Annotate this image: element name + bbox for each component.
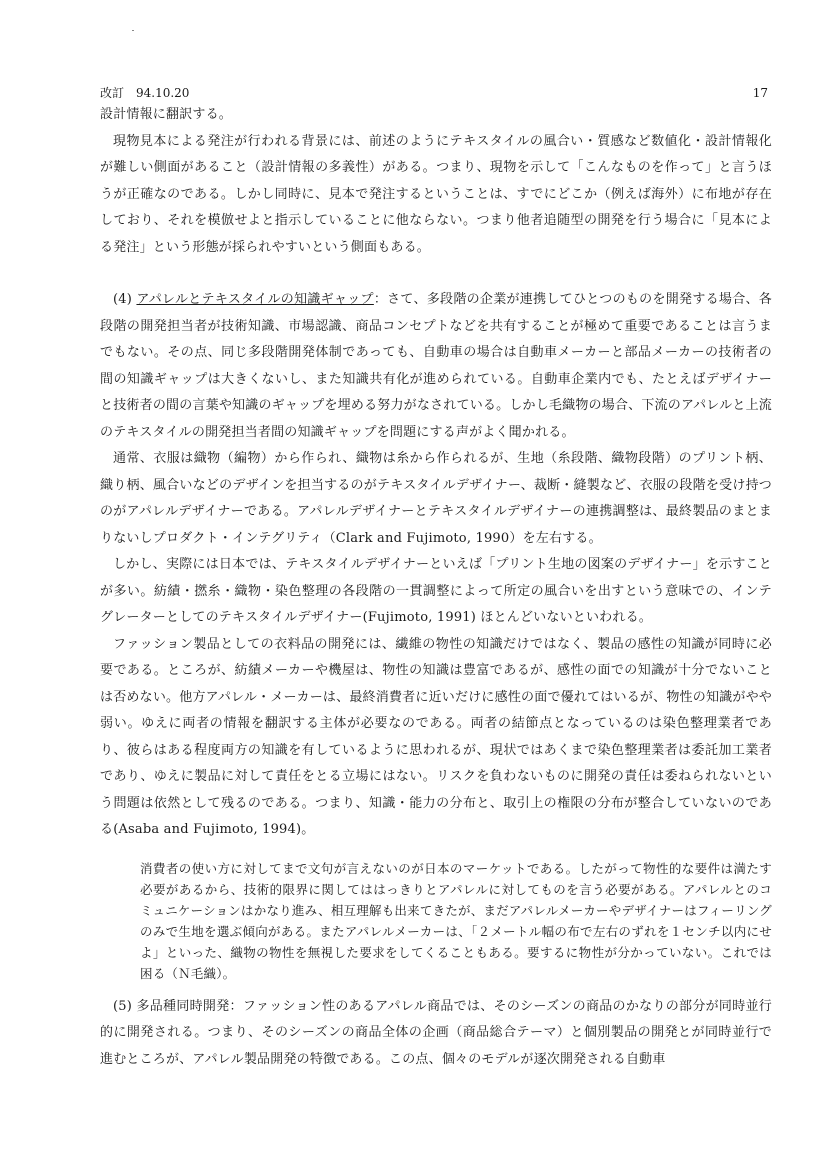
scan-mark bbox=[132, 30, 134, 31]
interview-quote bbox=[140, 852, 772, 994]
body-text bbox=[100, 102, 772, 1073]
paragraph-sample-ordering: 現物見本による発注が行われる背景には、前述のようにテキスタイルの風合い・質感など数値化・設計情報化が難しい側面があること（設計情報の多義性）がある。つまり、現物を示して「こんなものを作って」と言うほうが正確なのである。しかし同時に、見本で発注するということは、すでにどこか（例えば海外）に布地が存在しており、それを模倣せよと指示していることに他ならない。つまり他者追随型の開発を行う場合に「見本による発注」という形態が採られやすいという側面もある。 bbox=[100, 133, 772, 255]
section-body-knowledge-gap: ：さて、多段階の企業が連携してひとつのものを開発する場合、各段階の開発担当者が技術知識、市場認識、商品コンセプトなどを共有することが極めて重要であることは言うまでもない。その点、同じ多段階開発体制であっても、自動車の場合は自動車メーカーと部品メーカーの技術者の間の知識ギャップは大きくないし、また知識共有化が進められている。自動車企業内でも、たとえばデザイナーと技術者の間の言葉や知識のギャップを埋める努力がなされている。しかし毛織物の場合、下流のアパレルと上流のテキスタイルの開発担当者間の知識ギャップを問題にする声がよく聞かれる。 bbox=[100, 292, 773, 440]
section-body-multi-product: ：ファッション性のあるアパレル商品では、そのシーズンの商品のかなりの部分が同時並行的に開発される。つまり、そのシーズンの商品全体の企画（商品総合テーマ）と個別製品の開発とが同時並行で進むところが、アパレル製品開発の特徴である。この点、個々のモデルが逐次開発される自動車 bbox=[100, 998, 772, 1067]
paragraph-multi-product bbox=[100, 994, 772, 1074]
revision-date: 改訂 94.10.20 bbox=[100, 86, 190, 100]
section-number-4: (4) bbox=[113, 292, 137, 307]
section-heading-multi-product: 多品種同時開発 bbox=[136, 998, 230, 1014]
section-gap bbox=[100, 261, 772, 287]
section-number-5: (5) bbox=[113, 998, 137, 1014]
paragraph-japan-practice: しかし、実際には日本では、テキスタイルデザイナーといえば「プリント生地の図案のデザイナー」を示すことが多い。紡績・撚糸・織物・染色整理の各段階の一貫調整によって所定の風合いを出すという意味での、インテグレーターとしてのテキスタイルデザイナー(Fujimoto, 1991) ほとんどいないといわれる。 bbox=[100, 557, 772, 625]
page-number: 17 bbox=[752, 86, 768, 100]
paragraph-knowledge-gap bbox=[100, 287, 772, 446]
quote-text: 消費者の使い方に対してまで文句が言えないのが日本のマーケットである。したがって物性的な要件は満たす必要があるから、技術的限界に関してははっきりとアパレルに対してものを言う必要がある。アパレルとのコミュニケーションはかなり進み、相互理解も出来てきたが、まだアパレルメーカーやデザイナーはフィーリングのみで生地を選ぶ傾向がある。またアパレルメーカーは、「２メートル幅の布で左右のずれを１センチ以内にせよ」といった、織物の物性を無視した要求をしてくることもある。要するに物性が分かっていない。これでは困る（Ｎ毛織）。 bbox=[140, 860, 772, 981]
paragraph-continuation: 設計情報に翻訳する。 bbox=[100, 107, 233, 122]
paragraph-fashion-knowledge: ファッション製品としての衣料品の開発には、繊維の物性の知識だけではなく、製品の感性の知識が同時に必要である。ところが、紡績メーカーや機屋は、物性の知識は豊富であるが、感性の面での知識が十分でないことは否めない。他方アパレル・メーカーは、最終消費者に近いだけに感性の面で優れてはいるが、物性の知識がやや弱い。ゆえに両者の情報を翻訳する主体が必要なのである。両者の結節点となっているのは染色整理業者であり、彼らはある程度両方の知識を有しているように思われるが、現状ではあくまで染色整理業者は委託加工業者であり、ゆえに製品に対して責任をとる立場にはない。リスクを負わないものに開発の責任は委ねられないという問題は依然として残るのである。つまり、知識・能力の分布と、取引上の権限の分布が整合していないのである(Asaba and Fujimoto, 1994)。 bbox=[100, 636, 772, 837]
quote-gap bbox=[100, 844, 772, 852]
section-heading-knowledge-gap: アパレルとテキスタイルの知識ギャップ bbox=[136, 292, 374, 307]
paragraph-textile-designer: 通常、衣服は織物（編物）から作られ、織物は糸から作られるが、生地（糸段階、織物段階）のプリント柄、織り柄、風合いなどのデザインを担当するのがテキスタイルデザイナー、裁断・縫製など、衣服の段階を受け持つのがアパレルデザイナーである。アパレルデザイナーとテキスタイルデザイナーの連携調整は、最終製品のまとまりないしプロダクト・インテグリティ（Clark and Fujimoto, 1990）を左右する。 bbox=[100, 451, 772, 546]
